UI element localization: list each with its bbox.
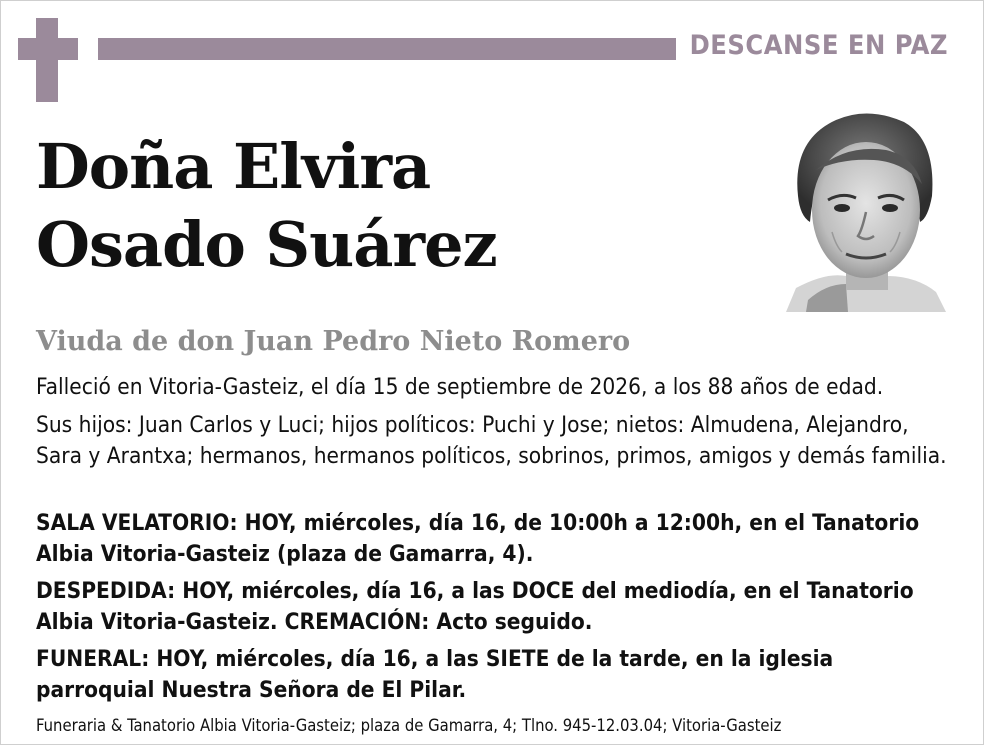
cross-horizontal-bar <box>18 38 78 60</box>
funeral-info-text: FUNERAL: HOY, miércoles, día 16, a las SIETE de la tarde, en la iglesia parroquial Nuestra Señora de El Pilar. <box>36 646 834 703</box>
widow-of-line: Viuda de don Juan Pedro Nieto Romero <box>36 326 631 357</box>
farewell-info-text: DESPEDIDA: HOY, miércoles, día 16, a las DOCE del mediodía, en el Tanatorio Albia Vitoria-Gasteiz. CREMACIÓN: Acto seguido. <box>36 578 914 635</box>
family-list-text: Sus hijos: Juan Carlos y Luci; hijos políticos: Puchi y Jose; nietos: Almudena, Alejandro, Sara y Arantxa; hermanos, hermanos políticos, sobrinos, primos, amigos y demás familia. <box>36 412 947 469</box>
rip-heading: DESCANSE EN PAZ <box>689 30 948 61</box>
cross-vertical-bar <box>36 18 58 102</box>
deceased-name-line2: Osado Suárez <box>36 208 497 281</box>
death-notice-text: Falleció en Vitoria-Gasteiz, el día 15 de septiembre de 2026, a los 88 años de edad. <box>36 374 884 400</box>
portrait-photo <box>786 100 946 312</box>
deceased-name <box>36 128 497 284</box>
header-rule <box>98 38 676 60</box>
deceased-name-line1: Doña Elvira <box>36 130 431 203</box>
funeral-home-footer: Funeraria & Tanatorio Albia Vitoria-Gasteiz; plaza de Gamarra, 4; Tlno. 945-12.03.04; Vitoria-Gasteiz <box>36 716 782 735</box>
portrait-illustration <box>786 100 946 312</box>
wake-info-text: SALA VELATORIO: HOY, miércoles, día 16, de 10:00h a 12:00h, en el Tanatorio Albia Vitoria-Gasteiz (plaza de Gamarra, 4). <box>36 510 920 567</box>
